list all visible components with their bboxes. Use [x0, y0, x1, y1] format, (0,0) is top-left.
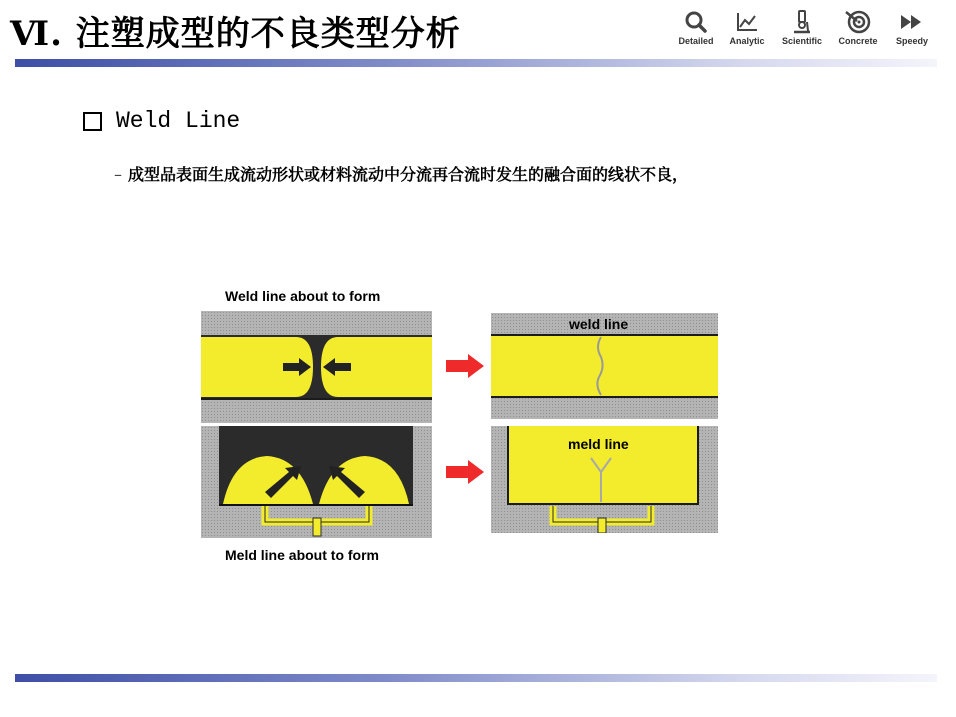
weld-line-diagram — [491, 313, 718, 419]
fast-forward-icon — [898, 10, 926, 34]
page-title: Ⅵ. 注塑成型的不良类型分析 — [10, 14, 461, 54]
nav-item-speedy[interactable] — [884, 10, 940, 46]
red-arrow-icon — [444, 458, 486, 486]
meld-forming-diagram — [201, 426, 432, 538]
weld-forming-diagram — [201, 311, 432, 423]
bullet-dash: – — [114, 165, 122, 184]
target-icon — [843, 10, 873, 34]
header-divider — [15, 59, 937, 67]
caption-weld-forming: Weld line about to form — [225, 288, 381, 304]
nav-item-analytic[interactable] — [719, 10, 775, 46]
red-arrow-icon — [444, 352, 486, 380]
square-bullet-icon — [83, 112, 102, 131]
nav-item-detailed[interactable] — [668, 10, 724, 46]
microscope-icon — [789, 10, 815, 34]
search-icon — [683, 10, 709, 34]
bullet-line — [114, 162, 688, 185]
meld-line-label: meld line — [568, 436, 629, 452]
footer-divider — [15, 674, 937, 682]
bullet-text: 成型品表面生成流动形状或材料流动中分流再合流时发生的融合面的线状不良， — [128, 165, 689, 184]
nav-item-concrete[interactable] — [830, 10, 886, 46]
meld-line-diagram — [491, 426, 718, 533]
nav-item-scientific[interactable] — [774, 10, 830, 46]
weld-line-label: weld line — [569, 316, 629, 332]
nav-label: Concrete — [838, 36, 878, 46]
nav-label: Speedy — [895, 36, 928, 46]
nav-label: Detailed — [678, 36, 714, 46]
nav-label: Scientific — [781, 36, 822, 46]
section-heading-text: Weld Line — [116, 108, 241, 134]
line-chart-icon — [734, 10, 760, 34]
caption-meld-forming: Meld line about to form — [225, 547, 379, 563]
section-heading — [83, 108, 240, 134]
nav-label: Analytic — [729, 36, 765, 46]
